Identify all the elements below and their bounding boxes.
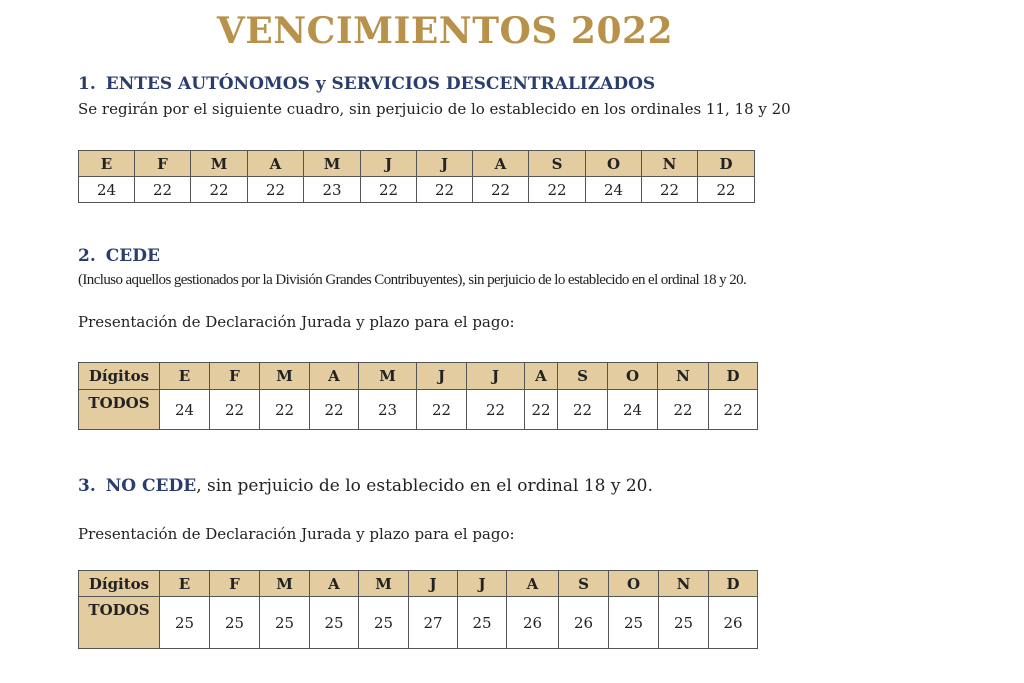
digits-header: Dígitos [79, 363, 160, 390]
month-header: M [304, 151, 361, 177]
month-header: E [160, 363, 210, 390]
month-header: M [260, 363, 310, 390]
due-day-cell: 22 [642, 177, 698, 203]
month-header: S [529, 151, 586, 177]
row-label-todos: TODOS [79, 390, 160, 430]
due-day-cell: 24 [79, 177, 135, 203]
section2-heading [78, 246, 160, 266]
month-header: J [467, 363, 525, 390]
month-header: A [473, 151, 529, 177]
due-day-cell: 25 [160, 597, 210, 649]
month-header: N [658, 363, 709, 390]
section3-number: 3. [78, 476, 96, 496]
month-header: O [608, 363, 658, 390]
due-day-cell: 22 [698, 177, 755, 203]
section2-heading-text: CEDE [105, 246, 160, 266]
section3-heading-text: NO CEDE [105, 476, 197, 496]
section2-text: (Incluso aquellos gestionados por la División Grandes Contribuyentes), sin perjuicio de lo establecido en el ordinal 18 y 20. [78, 272, 747, 288]
month-header: O [586, 151, 642, 177]
due-day-cell: 22 [709, 390, 758, 430]
due-day-cell: 24 [586, 177, 642, 203]
due-day-cell: 23 [304, 177, 361, 203]
month-header: O [609, 571, 659, 597]
due-day-cell: 25 [260, 597, 310, 649]
month-header: A [310, 571, 359, 597]
month-header: A [248, 151, 304, 177]
due-day-cell: 24 [160, 390, 210, 430]
month-header: D [709, 363, 758, 390]
month-header: F [210, 571, 260, 597]
section2-number: 2. [78, 246, 96, 266]
section3-table [78, 570, 758, 649]
section2-table [78, 362, 758, 430]
month-header: J [409, 571, 458, 597]
due-day-cell: 26 [559, 597, 609, 649]
due-day-cell: 25 [458, 597, 507, 649]
month-header: M [359, 571, 409, 597]
month-header: M [260, 571, 310, 597]
month-header: M [191, 151, 248, 177]
due-day-cell: 25 [659, 597, 709, 649]
section3-text2: Presentación de Declaración Jurada y plazo para el pago: [78, 525, 515, 543]
month-header: N [659, 571, 709, 597]
section1-text: Se regirán por el siguiente cuadro, sin perjuicio de lo establecido en los ordinales 11, 18 y 20 [78, 100, 791, 118]
due-day-cell: 25 [609, 597, 659, 649]
due-day-cell: 25 [359, 597, 409, 649]
month-header: M [359, 363, 417, 390]
month-header: F [210, 363, 260, 390]
due-day-cell: 22 [210, 390, 260, 430]
section1-table [78, 150, 755, 203]
due-day-cell: 26 [507, 597, 559, 649]
page-title: VENCIMIENTOS 2022 [216, 10, 674, 52]
due-day-cell: 22 [558, 390, 608, 430]
month-header: S [559, 571, 609, 597]
month-header: A [507, 571, 559, 597]
due-day-cell: 25 [210, 597, 260, 649]
month-header: E [79, 151, 135, 177]
month-header: N [642, 151, 698, 177]
due-day-cell: 22 [525, 390, 558, 430]
due-day-cell: 22 [310, 390, 359, 430]
month-header: J [417, 151, 473, 177]
month-header: A [310, 363, 359, 390]
due-day-cell: 26 [709, 597, 758, 649]
due-day-cell: 22 [417, 177, 473, 203]
due-day-cell: 22 [658, 390, 709, 430]
due-day-cell: 22 [260, 390, 310, 430]
month-header: D [698, 151, 755, 177]
due-day-cell: 22 [467, 390, 525, 430]
due-day-cell: 22 [248, 177, 304, 203]
due-day-cell: 22 [473, 177, 529, 203]
due-day-cell: 23 [359, 390, 417, 430]
section1-heading [78, 74, 655, 94]
month-header: D [709, 571, 758, 597]
section2-text2: Presentación de Declaración Jurada y plazo para el pago: [78, 313, 515, 331]
digits-header: Dígitos [79, 571, 160, 597]
due-day-cell: 22 [135, 177, 191, 203]
month-header: J [361, 151, 417, 177]
due-day-cell: 27 [409, 597, 458, 649]
row-label-todos: TODOS [79, 597, 160, 649]
month-header: E [160, 571, 210, 597]
due-day-cell: 22 [361, 177, 417, 203]
due-day-cell: 22 [191, 177, 248, 203]
due-day-cell: 24 [608, 390, 658, 430]
section3-heading-rest: , sin perjuicio de lo establecido en el ordinal 18 y 20. [196, 476, 653, 496]
due-day-cell: 25 [310, 597, 359, 649]
due-day-cell: 22 [529, 177, 586, 203]
month-header: S [558, 363, 608, 390]
section3-heading [78, 476, 653, 496]
month-header: J [417, 363, 467, 390]
section1-number: 1. [78, 74, 96, 94]
month-header: F [135, 151, 191, 177]
section1-heading-text: ENTES AUTÓNOMOS y SERVICIOS DESCENTRALIZADOS [105, 74, 656, 94]
due-day-cell: 22 [417, 390, 467, 430]
month-header: A [525, 363, 558, 390]
month-header: J [458, 571, 507, 597]
